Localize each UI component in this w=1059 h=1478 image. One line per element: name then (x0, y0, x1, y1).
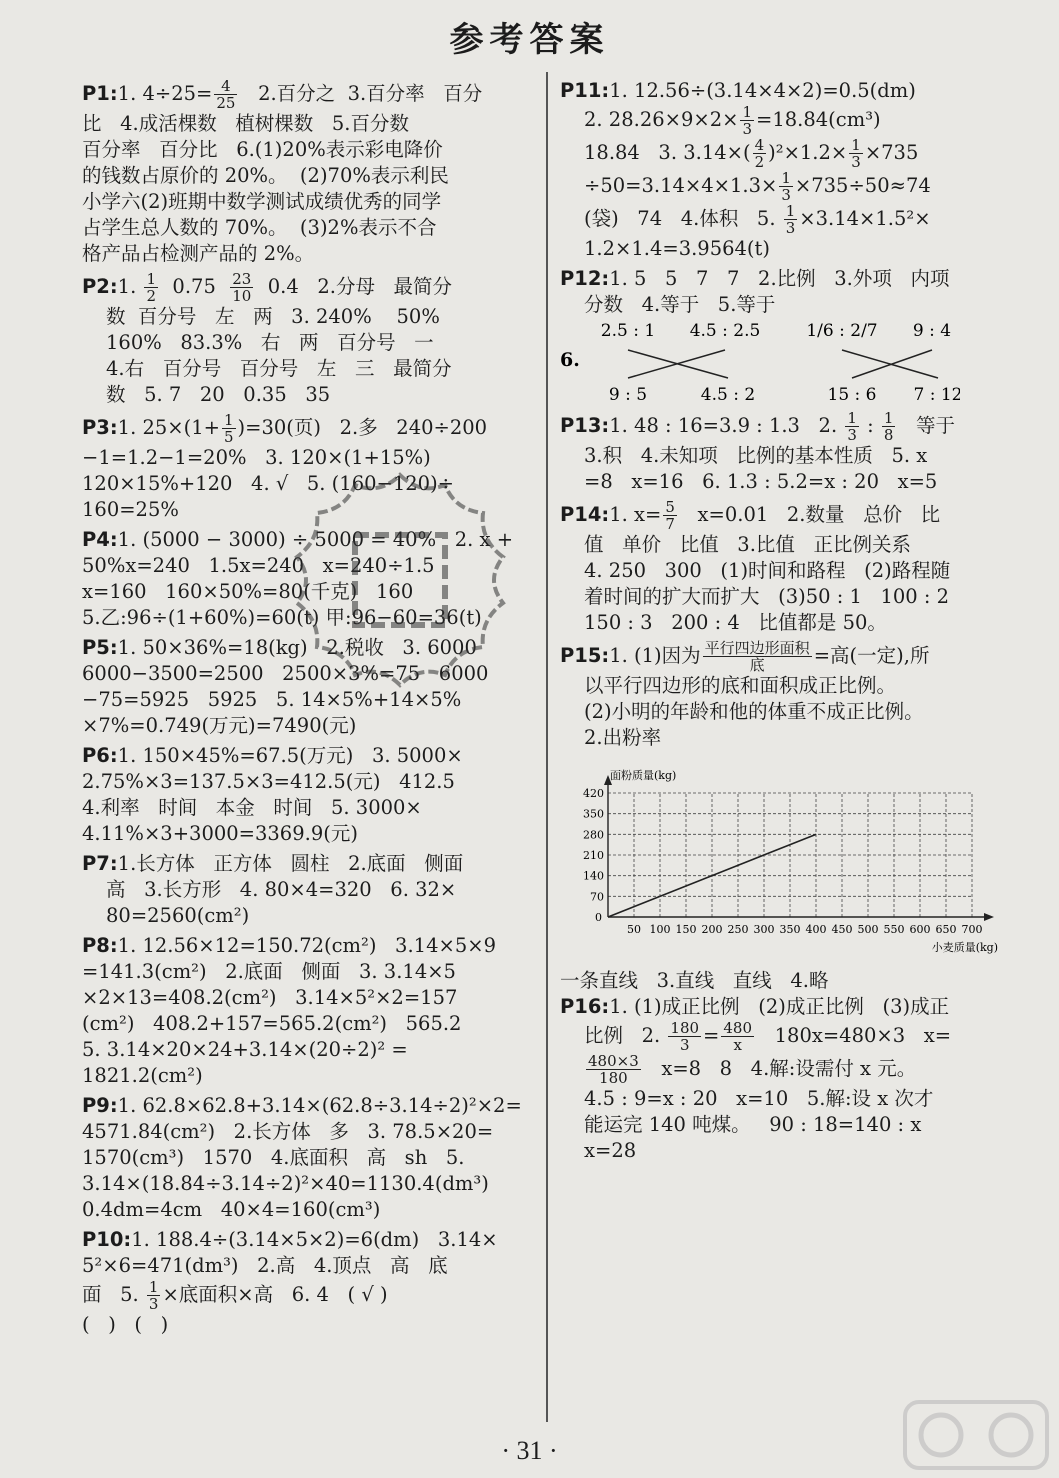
section-label: P7: (82, 852, 118, 875)
fraction (845, 410, 859, 443)
answer-text: 5²×6=471(dm³) 2.高 4.顶点 高 底 (82, 1254, 448, 1277)
answer-text: 比 4.成活棵数 植树棵数 5.百分数 (82, 112, 409, 135)
y-tick-label: 210 (583, 849, 604, 862)
answer-text: 面 5. (82, 1283, 145, 1306)
section-label: P14: (560, 503, 610, 526)
x-axis-label: 小麦质量(kg) (931, 941, 998, 954)
x-tick-label: 200 (701, 923, 723, 936)
column-divider (546, 72, 548, 1422)
right-column (560, 78, 1000, 1168)
matching-line (852, 350, 932, 378)
ratio-matching-lines (560, 322, 960, 404)
answer-text: 4. 250 300 (1)时间和路程 (2)路程随 (584, 559, 951, 582)
fraction-denominator: 10 (232, 287, 252, 305)
answer-text: 3.积 4.未知项 比例的基本性质 5. x (584, 444, 928, 467)
answer-line (82, 1093, 527, 1119)
answer-line (82, 330, 527, 356)
origin-label: 0 (595, 911, 602, 924)
fraction (753, 137, 767, 170)
answer-line (82, 241, 527, 267)
answer-text: 120×15%+120 4. √ 5. (160−120)÷ (82, 472, 455, 495)
answer-line (560, 443, 1000, 469)
x-tick-label: 600 (909, 923, 931, 936)
fraction-denominator: 3 (785, 219, 796, 237)
fraction (222, 412, 236, 445)
answer-text: 值 单价 比值 3.比值 正比例关系 (584, 533, 911, 556)
answer-line (560, 170, 1000, 203)
answer-text: 1. (5000 − 3000) ÷ 5000 = 40% 2. x + (117, 528, 514, 551)
answer-text: 1.长方体 正方体 圆柱 2.底面 侧面 (117, 852, 464, 875)
answer-text: 180x=480×3 x= (756, 1024, 952, 1047)
answer-text: 占学生总人数的 70%。 (3)2%表示不合 (82, 216, 437, 239)
section-label: P13: (560, 414, 610, 437)
answer-section (560, 994, 1000, 1164)
answer-text: −1=1.2−1=20% 3. 120×(1+15%) (82, 446, 431, 469)
y-tick-label: 70 (590, 890, 604, 904)
section-label: P5: (82, 636, 118, 659)
answer-line (560, 558, 1000, 584)
answer-line (560, 1112, 1000, 1138)
fraction-denominator: 3 (847, 426, 857, 444)
section-label: P3: (82, 416, 118, 439)
answer-line (560, 469, 1000, 495)
fraction (703, 640, 812, 673)
answer-line (82, 497, 527, 523)
fraction (147, 1279, 161, 1312)
answer-text: x=8 8 4.解:设需付 x 元。 (642, 1057, 917, 1080)
answer-line (560, 1138, 1000, 1164)
answer-line (82, 1197, 527, 1223)
y-tick-label: 350 (583, 807, 604, 821)
x-tick-label: 350 (779, 923, 801, 936)
answer-line (560, 499, 1000, 532)
answer-line (82, 605, 527, 631)
answer-line (560, 104, 1000, 137)
answer-line (82, 189, 527, 215)
answer-line (82, 769, 527, 795)
answer-text: 150 : 3 200 : 4 比值都是 50。 (584, 611, 887, 634)
section-label: P9: (82, 1094, 118, 1117)
answer-line (560, 1053, 1000, 1086)
answer-section (560, 499, 1000, 636)
answer-line (560, 292, 1000, 318)
ratio-matching (560, 322, 1000, 404)
answer-text: 1. 48 : 16=3.9 : 1.3 2. (609, 414, 844, 437)
fraction (721, 1020, 754, 1053)
answer-text: ×7%=0.749(万元)=7490(元) (82, 714, 357, 737)
answer-text: 着时间的扩大而扩大 (3)50 : 1 100 : 2 (584, 585, 950, 608)
section-label: P8: (82, 934, 118, 957)
answer-text: 分数 4.等于 5.等于 (584, 293, 776, 316)
answer-line (82, 78, 527, 111)
answer-text: (2)小明的年龄和他的体重不成正比例。 (584, 700, 924, 723)
y-tick-label: 140 (583, 869, 604, 883)
fraction-numerator: 480 (723, 1019, 753, 1037)
answer-line (560, 725, 1000, 751)
answer-line (560, 532, 1000, 558)
fraction (214, 78, 237, 111)
x-tick-label: 700 (961, 923, 983, 936)
fraction (784, 203, 798, 236)
answer-line (82, 795, 527, 821)
answer-text: 0.4dm=4cm 40×4=160(cm³) (82, 1198, 381, 1221)
answer-text: 5.乙:96÷(1+60%)=60(t) 甲:96−60=36(t) (82, 606, 482, 629)
answer-line (82, 1171, 527, 1197)
answer-text: 1.2×1.4=3.9564(t) (584, 237, 770, 260)
answer-text: 5. 3.14×20×24+3.14×(20÷2)² = (82, 1038, 408, 1061)
answer-text: 6000−3500=2500 2500×3%=75 6000 (82, 662, 489, 685)
answer-text: = (703, 1024, 720, 1047)
answer-text: 1570(cm³) 1570 4.底面积 高 sh 5. (82, 1146, 465, 1169)
answer-line (82, 356, 527, 382)
answer-text: 4.右 百分号 百分号 左 三 最简分 (106, 357, 452, 380)
answer-line (82, 215, 527, 241)
fraction-numerator: 4 (214, 78, 237, 95)
answer-line (82, 382, 527, 408)
answer-text: 1. 4÷25= (117, 82, 213, 105)
chart (560, 757, 1000, 964)
section-label: P6: (82, 744, 118, 767)
x-tick-label: 150 (675, 923, 697, 936)
answer-line (82, 713, 527, 739)
answer-line (560, 610, 1000, 636)
fraction (144, 271, 158, 304)
fraction-numerator: 1 (781, 169, 791, 187)
x-axis-arrow (984, 913, 994, 921)
answer-text: 1. 62.8×62.8+3.14×(62.8÷3.14÷2)²×2= (117, 1094, 522, 1117)
answer-text: ×底面积×高 6. 4 ( √ ) (162, 1283, 388, 1306)
answer-text: 50%x=240 1.5x=240 x=240÷1.5 (82, 554, 435, 577)
answer-text: 2.75%×3=137.5×3=412.5(元) 412.5 (82, 770, 455, 793)
answer-text: 1. (117, 275, 143, 298)
fraction-denominator: 3 (148, 1295, 159, 1313)
answer-line (82, 687, 527, 713)
fraction-numerator: 1 (851, 136, 861, 154)
answer-section (82, 1227, 527, 1338)
x-tick-label: 400 (805, 923, 827, 936)
x-tick-label: 100 (649, 923, 671, 936)
answer-text: =18.84(cm³) (756, 108, 881, 131)
ratio-top: 4.5 : 2.5 (689, 322, 761, 341)
y-tick-label: 280 (583, 828, 604, 842)
x-tick-label: 250 (727, 923, 749, 936)
fraction-numerator: 4 (754, 136, 765, 154)
x-tick-label: 50 (627, 923, 641, 936)
fraction (740, 104, 754, 137)
fraction (586, 1053, 641, 1086)
answer-line (82, 743, 527, 769)
answer-text: 1. (1)因为 (609, 644, 701, 667)
watermark-logo-icon (901, 1398, 1051, 1472)
answer-text: (cm²) 408.2+157=565.2(cm²) 565.2 (82, 1012, 462, 1035)
answer-text: 数 百分号 左 两 3. 240% 50% (106, 305, 440, 328)
fraction-numerator: 480×3 (588, 1052, 639, 1070)
answer-section (82, 271, 527, 408)
answer-line (560, 673, 1000, 699)
answer-text: 百分率 百分比 6.(1)20%表示彩电降价 (82, 138, 443, 161)
left-column (82, 78, 527, 1342)
answer-text: 80=2560(cm²) (106, 904, 250, 927)
ratio-bottom: 15 : 6 (827, 385, 877, 404)
fraction-denominator: x (733, 1036, 742, 1054)
answer-line (82, 959, 527, 985)
answer-text: ×2×13=408.2(cm²) 3.14×5²×2=157 (82, 986, 458, 1009)
fraction-numerator: 1 (223, 411, 234, 429)
answer-text: =高(一定),所 (813, 644, 930, 667)
answer-text: 1. x= (609, 503, 662, 526)
fraction-numerator: 23 (232, 270, 252, 288)
answer-text: 4571.84(cm²) 2.长方体 多 3. 78.5×20= (82, 1120, 494, 1143)
answer-line (560, 994, 1000, 1020)
x-tick-label: 550 (883, 923, 905, 936)
answer-line (82, 1011, 527, 1037)
answer-line (560, 137, 1000, 170)
answer-line (82, 635, 527, 661)
fraction-numerator: 1 (883, 409, 894, 427)
answer-text: 1. 188.4÷(3.14×5×2)=6(dm) 3.14× (131, 1228, 498, 1251)
fraction-denominator: 底 (749, 656, 765, 674)
answer-line (560, 640, 1000, 673)
answer-text: x=160 160×50%=80(千克) 160 (82, 580, 414, 603)
answer-text: 1821.2(cm²) (82, 1064, 203, 1087)
answer-text: 高 3.长方形 4. 80×4=320 6. 32× (106, 878, 457, 901)
answer-line (560, 584, 1000, 610)
answer-text: )²×1.2× (768, 141, 848, 164)
answer-line (82, 445, 527, 471)
answer-text: 2. 28.26×9×2× (584, 108, 739, 131)
ratio-bottom: 4.5 : 2 (700, 385, 756, 404)
fraction-denominator: 2 (146, 287, 157, 305)
question-number: 6. (560, 349, 580, 371)
answer-text: 能运完 140 吨煤。 90 : 18=140 : x (584, 1113, 922, 1136)
answer-section (82, 412, 527, 523)
answer-text: =8 x=16 6. 1.3 : 5.2=x : 20 x=5 (584, 470, 938, 493)
section-label: P1: (82, 82, 118, 105)
answer-line (82, 271, 527, 304)
answer-text: 小学六(2)班期中数学测试成绩优秀的同学 (82, 190, 442, 213)
answer-line (560, 203, 1000, 236)
fraction (668, 1020, 701, 1053)
fraction-denominator: 5 (223, 428, 234, 446)
answer-text: : (860, 414, 880, 437)
fraction-numerator: 1 (785, 202, 796, 220)
fraction-numerator: 1 (847, 409, 857, 427)
answer-text: 1. 12.56÷(3.14×4×2)=0.5(dm) (609, 79, 916, 102)
answer-section (82, 78, 527, 267)
answer-section (82, 1093, 527, 1223)
answer-line (82, 163, 527, 189)
answer-line (82, 661, 527, 687)
answer-text: 4.5 : 9=x : 20 x=10 5.解:设 x 次才 (584, 1087, 934, 1110)
answer-text: 1. 25×(1+ (117, 416, 220, 439)
answer-line: 一条直线 3.直线 直线 4.略 (560, 969, 829, 992)
answer-section (82, 933, 527, 1089)
fraction (230, 271, 253, 304)
answer-line (82, 553, 527, 579)
fraction-denominator: 3 (851, 153, 861, 171)
answer-text: 0.4 2.分母 最简分 (255, 275, 453, 298)
answer-text: 1. 12.56×12=150.72(cm²) 3.14×5×9 (117, 934, 496, 957)
answer-text: 1. 5 5 7 7 2.比例 3.外项 内项 (609, 267, 950, 290)
fraction-numerator: 1 (742, 103, 753, 121)
answer-line (82, 1312, 527, 1338)
answer-text: 格产品占检测产品的 2%。 (82, 242, 315, 265)
answer-text: 2.出粉率 (584, 726, 662, 749)
answer-text: 4.11%×3+3000=3369.9(元) (82, 822, 358, 845)
answer-text: −75=5925 5925 5. 14×5%+14×5% (82, 688, 462, 711)
answer-text: =141.3(cm²) 2.底面 侧面 3. 3.14×5 (82, 960, 456, 983)
answer-text: 的钱数占原价的 20%。 (2)70%表示利民 (82, 164, 449, 187)
section-label: P15: (560, 644, 610, 667)
answer-line (82, 471, 527, 497)
answer-line (560, 410, 1000, 443)
answer-text: 4.利率 时间 本金 时间 5. 3000× (82, 796, 422, 819)
answer-text: 以平行四边形的底和面积成正比例。 (584, 674, 897, 697)
answer-line (82, 877, 527, 903)
fraction-numerator: 1 (148, 1278, 159, 1296)
answer-line (82, 851, 527, 877)
ratio-bottom: 9 : 5 (608, 385, 648, 404)
x-tick-label: 500 (857, 923, 879, 936)
answer-line (560, 1020, 1000, 1053)
answer-line (82, 1253, 527, 1279)
ratio-bottom: 7 : 12 (913, 385, 960, 404)
fraction-denominator: 7 (665, 515, 675, 533)
answer-line (82, 111, 527, 137)
ratio-top: 1/6 : 2/7 (806, 322, 878, 341)
x-tick-label: 300 (753, 923, 775, 936)
answer-line (82, 821, 527, 847)
answer-text: (袋) 74 4.体积 5. (584, 207, 782, 230)
chart-svg (560, 757, 1000, 957)
fraction-numerator: 1 (146, 270, 157, 288)
answer-line (82, 412, 527, 445)
section-label: P11: (560, 79, 610, 102)
fraction-numerator: 平行四边形面积 (704, 639, 810, 657)
answer-text: 160% 83.3% 右 两 百分号 一 (106, 331, 434, 354)
answer-text: 数 5. 7 20 0.35 35 (106, 383, 331, 406)
answer-text: ×735 (864, 141, 919, 164)
answer-section (560, 266, 1000, 318)
answer-text: ( ) ( ) (82, 1313, 169, 1336)
answer-text: 1. 50×36%=18(kg) 2.税收 3. 6000 (117, 636, 477, 659)
answer-line (82, 579, 527, 605)
answer-line (82, 985, 527, 1011)
answer-text: )=30(页) 2.多 240÷200 (237, 416, 488, 439)
answer-line (82, 1227, 527, 1253)
section-label: P10: (82, 1228, 132, 1251)
answer-section (560, 410, 1000, 495)
section-label: P12: (560, 267, 610, 290)
x-tick-label: 650 (935, 923, 957, 936)
answer-text: 18.84 3. 3.14×( (584, 141, 751, 164)
answer-text: 比例 2. (584, 1024, 667, 1047)
answer-text: x=28 (584, 1139, 637, 1162)
answer-line (560, 266, 1000, 292)
answer-text: 1. (1)成正比例 (2)成正比例 (3)成正 (609, 995, 950, 1018)
fraction-denominator: 25 (216, 94, 236, 112)
fraction (882, 410, 896, 443)
fraction-denominator: 2 (754, 153, 765, 171)
fraction-numerator: 180 (670, 1019, 700, 1037)
x-tick-label: 450 (831, 923, 853, 936)
fraction-denominator: 8 (883, 426, 894, 444)
fraction (779, 170, 793, 203)
answer-line (82, 527, 527, 553)
fraction (849, 137, 863, 170)
answer-line (82, 1063, 527, 1089)
fraction-denominator: 3 (742, 120, 753, 138)
ratio-top: 9 : 4 (912, 322, 952, 341)
answer-section (560, 78, 1000, 262)
page-number: · 31 · (501, 1436, 558, 1465)
answer-line (560, 699, 1000, 725)
answer-text: 1. 150×45%=67.5(万元) 3. 5000× (117, 744, 463, 767)
answer-line (82, 1119, 527, 1145)
answer-section (82, 635, 527, 739)
ratio-top: 2.5 : 1 (600, 322, 656, 341)
answer-line (560, 78, 1000, 104)
section-label: P2: (82, 275, 118, 298)
answer-text: 3.14×(18.84÷3.14÷2)²×40=1130.4(dm³) (82, 1172, 489, 1195)
answer-text: ÷50=3.14×4×1.3× (584, 174, 778, 197)
answer-line (82, 1279, 527, 1312)
fraction (663, 499, 677, 532)
answer-section (560, 640, 1000, 751)
answer-line (82, 1145, 527, 1171)
answer-line (560, 236, 1000, 262)
y-axis-label: 面粉质量(kg) (610, 769, 677, 782)
answer-line (82, 137, 527, 163)
answer-section (82, 743, 527, 847)
answer-text: 2.百分之 3.百分率 百分 (239, 82, 483, 105)
answer-line (82, 933, 527, 959)
answer-text: ×3.14×1.5²× (799, 207, 931, 230)
section-label: P16: (560, 995, 610, 1018)
fraction-denominator: 3 (781, 186, 791, 204)
y-tick-label: 420 (583, 787, 604, 800)
section-label: P4: (82, 528, 118, 551)
answer-text: 等于 (897, 414, 956, 437)
answer-text: ×735÷50≈74 (794, 174, 931, 197)
answer-text: 0.75 (160, 275, 229, 298)
fraction-denominator: 3 (679, 1036, 690, 1054)
fraction-denominator: 180 (599, 1069, 628, 1087)
fraction-numerator: 5 (665, 498, 675, 516)
answer-line (560, 1086, 1000, 1112)
answer-line (82, 903, 527, 929)
answer-line (82, 304, 527, 330)
answer-line (82, 1037, 527, 1063)
answer-text: 160=25% (82, 498, 179, 521)
page-title: 参考答案 (449, 20, 610, 60)
answer-text: x=0.01 2.数量 总价 比 (678, 503, 941, 526)
answer-section (82, 851, 527, 929)
answer-section (82, 527, 527, 631)
